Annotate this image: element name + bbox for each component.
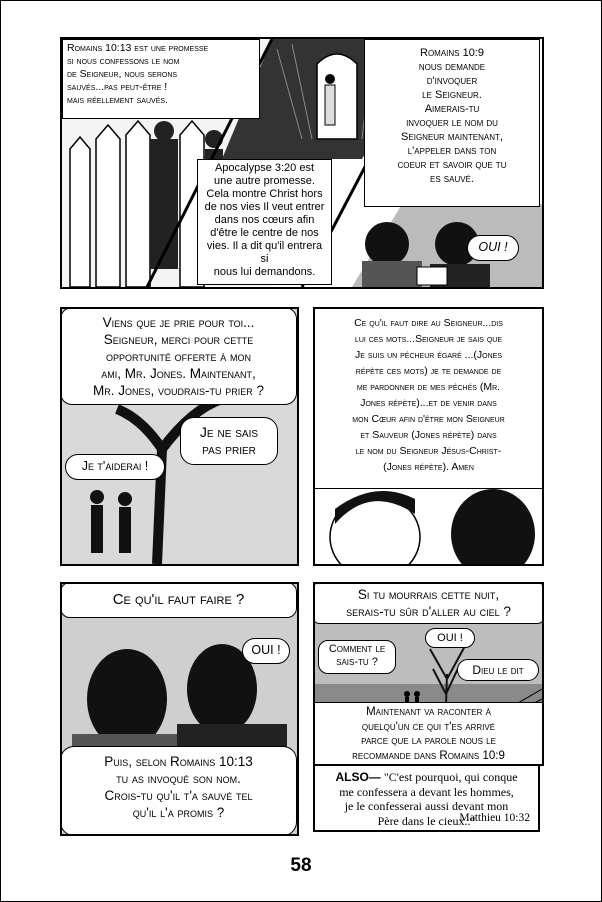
- panel-2-bubble-left-text: Je t'aiderai !: [81, 459, 149, 473]
- panel-5-bubble-dieu-text: Dieu le dit: [472, 663, 524, 677]
- panel-2-bubble-right: [180, 417, 278, 465]
- panel-4-bubble-bottom-text: Puis, selon Romains 10:13 tu as invoqué son nom. Crois-tu qu'il t'a sauvé tel qu'il l'a promis ?: [104, 754, 253, 820]
- panel-2-bubble-top: [60, 307, 297, 405]
- panel-5-bubble-top-text: Si tu mourrais cette nuit, serais-tu sûr d'aller au ciel ?: [346, 587, 511, 619]
- panel-5-caption-text: Maintenant va raconter à quelqu'un ce qui t'es arrivé parce que la parole nous le recommande dans Romains 10:9: [352, 706, 505, 762]
- panel-5-bubble-comment: [318, 640, 396, 674]
- panel-5-bubble-comment-text: Comment le sais-tu ?: [328, 643, 386, 668]
- panel-1-caption-middle: [197, 159, 332, 285]
- panel-5-bubble-oui: [425, 628, 475, 648]
- panel-4-bubble-oui-text: OUI !: [251, 643, 281, 657]
- panel-2-bubble-left: [65, 454, 165, 480]
- scripture-reference: Matthieu 10:32: [459, 811, 530, 824]
- panel-1-caption-left: [62, 39, 260, 119]
- panel-1-caption-left-text: Romains 10:13 est une promesse si nous confessons le nom de Seigneur, nous serons sauvés...pas peut-être ! mais réellement sauvés.: [67, 42, 209, 106]
- panel-1-bubble-oui: [467, 235, 519, 261]
- panel-3-bubble-text: Ce qu'il faut dire au Seigneur...dis lui ces mots...Seigneur je sais que Je suis un pécheur égaré ...(Jones répète ces mots) je te demande de me pardonner de mes péchés (Mr. Jones répète)...et de venir dans mon Cœur afin d'être mon Seigneur et Sauveur (Jones répète) dans le nom du Seigneur Jésus-Christ- (Jones répète). Amen: [352, 317, 505, 473]
- panel-5-bubble-oui-text: OUI !: [437, 632, 463, 644]
- panel-2: [60, 307, 299, 566]
- panel-1-caption-right: [364, 39, 540, 207]
- panel-4-bubble-top: [60, 582, 297, 618]
- panel-3: [313, 307, 544, 566]
- scripture-quote: "C'est pourquoi, qui conque me confessera a devant les hommes, je le confesserai aussi devant mon Père dans le cieux..": [339, 770, 518, 828]
- panel-1-caption-middle-text: Apocalypse 3:20 est une autre promesse. Cela montre Christ hors de nos vies Il veut entrer dans nos cœurs afin d'être le centre de nos vies. Il a dit qu'il entrera si nous lui demandons.: [204, 162, 325, 278]
- panel-1: [60, 37, 544, 289]
- panel-1-caption-right-text: Romains 10:9 nous demande d'invoquer le Seigneur. Aimerais-tu invoquer le nom du Seigneur maintenant, l'appeler dans ton coeur et savoir que tu es sauvé.: [397, 47, 507, 185]
- scripture-box: [313, 764, 540, 832]
- page-number: 58: [290, 855, 312, 876]
- panel-4-bubble-bottom: [60, 746, 297, 836]
- panel-5: [313, 582, 544, 766]
- panel-4: [60, 582, 299, 836]
- panel-5-caption: [315, 702, 542, 764]
- panel-2-bubble-top-text: Viens que je prie pour toi... Seigneur, merci pour cette opportunité offerte à mon ami, Mr. Jones. Maintenant, Mr. Jones, voudrais-tu prier ?: [92, 315, 265, 398]
- panel-1-bubble-oui-text: OUI !: [478, 240, 508, 254]
- panel-2-bubble-right-text: Je ne sais pas prier: [199, 424, 259, 457]
- panel-3-bubble: [315, 309, 542, 489]
- panel-5-bubble-top: [313, 582, 544, 624]
- panel-5-bubble-dieu: [457, 659, 539, 681]
- also-label: ALSO—: [335, 770, 381, 784]
- panel-4-bubble-top-text: Ce qu'il faut faire ?: [112, 591, 245, 608]
- panel-4-bubble-oui: [242, 638, 290, 664]
